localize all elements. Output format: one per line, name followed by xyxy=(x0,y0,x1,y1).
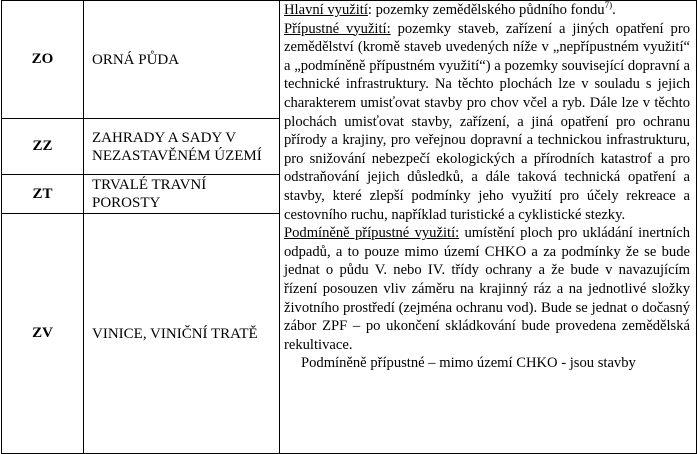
main-use-paragraph xyxy=(284,1,690,20)
zone-code: ZV xyxy=(2,214,84,454)
zone-code: ZO xyxy=(2,1,84,119)
zone-name: VINICE, VINIČNÍ TRATĚ xyxy=(84,214,280,454)
zone-code: ZZ xyxy=(2,119,84,175)
zone-name: TRVALÉ TRAVNÍ POROSTY xyxy=(84,175,280,214)
conditional-use-heading: Podmíněně přípustné využití: xyxy=(284,225,460,242)
table-row xyxy=(2,1,697,119)
conditional-outside-paragraph: Podmíněně přípustné – mimo území CHKO - jsou stavby xyxy=(301,355,636,372)
zone-code: ZT xyxy=(2,175,84,214)
permitted-use-text: pozemky staveb, zařízení a jiných opatření pro zemědělství (kromě staveb uvedených níže v „nepřípustném využití“ a „podmíněně přípustném využití“) a pozemky související dopravní a technické infrastruktury. Na těchto plochách lze v souladu s jejich charakterem umisťovat stavby pro chov včel a ryb. Dále lze v těchto plochách umisťovat stavby, zařízení, a jiná opatření pro ochranu přírody a krajiny, pro veřejnou dopravní a technickou infrastrukturu, pro snižování nebezpečí ekologických a přírodních katastrof a pro odstraňování jejich důsledků, a dále taková technická opatření a stavby, které zlepší podmínky jeho využití pro účely rekreace a cestovního ruchu, například turistické a cyklistické stezky. xyxy=(284,20,690,223)
main-use-heading: Hlavní využití xyxy=(284,2,368,18)
conditional-use-paragraph xyxy=(284,224,690,354)
main-use-tail: . xyxy=(612,2,616,18)
conditional-use-text: umístění ploch pro ukládání inertních odpadů, a to pouze mimo území CHKO a za podmínky že se bude jednat o půdu V. nebo IV. třídy ochrany a že bude v navazujícím řízení posouzen vliv záměru na krajinný ráz a na jednotlivé složky životního prostředí (zejména ochranu vod). Bude se jednat o dočasný zábor ZPF – po ukončení skládkování bude provedena zemědělská rekultivace. xyxy=(284,225,690,353)
permitted-use-heading: Přípustné využití: xyxy=(284,20,391,37)
zone-name: ORNÁ PŮDA xyxy=(84,1,280,119)
zoning-table xyxy=(1,0,697,454)
zone-name: ZAHRADY A SADY V NEZASTAVĚNÉM ÚZEMÍ xyxy=(84,119,280,175)
footnote-reference: 7) xyxy=(604,0,613,11)
main-use-text: : pozemky zemědělského půdního fondu xyxy=(367,2,605,18)
permitted-use-paragraph xyxy=(284,20,690,225)
zone-description xyxy=(280,1,697,454)
